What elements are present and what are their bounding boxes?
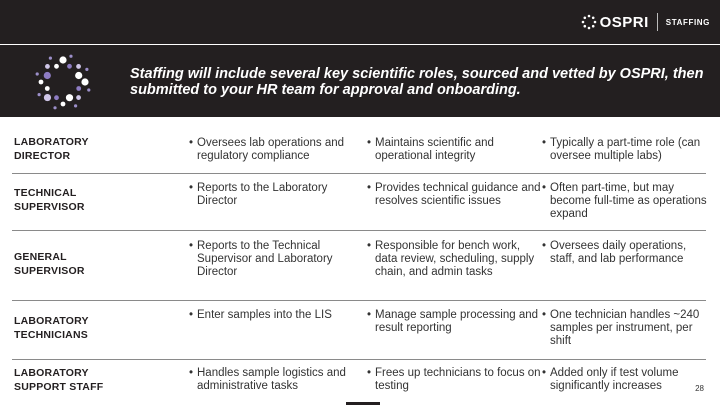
role-row bbox=[12, 174, 706, 231]
molecule-ring-icon bbox=[32, 51, 94, 113]
role-point: • Maintains scientific and operational integrity bbox=[367, 137, 494, 162]
role-point: • Often part-time, but may become full-time as operations expand bbox=[542, 182, 707, 220]
section-label: STAFFING bbox=[665, 17, 710, 27]
role-row bbox=[12, 360, 706, 404]
role-point: • Oversees lab operations and regulatory compliance bbox=[189, 137, 345, 162]
role-point: • Provides technical guidance and resolves scientific issues bbox=[367, 182, 541, 207]
role-row bbox=[12, 301, 706, 360]
role-row bbox=[12, 231, 706, 301]
role-point: • Typically a part-time role (can oversee multiple labs) bbox=[542, 137, 701, 162]
role-point: • Frees up technicians to focus on testing bbox=[367, 367, 541, 392]
brand-name: OSPRI bbox=[599, 13, 649, 31]
role-title: TECHNICAL SUPERVISOR bbox=[14, 187, 85, 213]
role-title: LABORATORY TECHNICIANS bbox=[14, 315, 89, 341]
brand-divider bbox=[657, 13, 658, 31]
role-point: • Handles sample logistics and administrative tasks bbox=[189, 367, 346, 392]
role-point: • Reports to the Technical Supervisor and Laboratory Director bbox=[189, 240, 333, 278]
role-point: • Manage sample processing and result reporting bbox=[367, 309, 539, 334]
role-point: • Oversees daily operations, staff, and lab performance bbox=[542, 240, 687, 265]
ospri-logo-icon bbox=[581, 14, 597, 30]
role-title: LABORATORY SUPPORT STAFF bbox=[14, 367, 104, 393]
role-point: • Responsible for bench work, data review, scheduling, supply chain, and admin tasks bbox=[367, 240, 535, 278]
role-title: GENERAL SUPERVISOR bbox=[14, 251, 85, 277]
roles-table bbox=[12, 125, 706, 404]
top-bar bbox=[0, 0, 720, 44]
page-number: 28 bbox=[695, 384, 704, 393]
role-title: LABORATORY DIRECTOR bbox=[14, 136, 89, 162]
intro-text: Staffing will include several key scientific roles, sourced and vetted by OSPRI, then submitted to your HR team for approval and onboarding. bbox=[130, 66, 704, 98]
intro-banner bbox=[0, 45, 720, 117]
role-row bbox=[12, 125, 706, 174]
role-point: • Reports to the Laboratory Director bbox=[189, 182, 328, 207]
role-point: • Added only if test volume significantly increases bbox=[542, 367, 679, 392]
role-point: • Enter samples into the LIS bbox=[189, 309, 332, 321]
brand-lockup bbox=[581, 12, 710, 32]
role-point: • One technician handles ~240 samples per instrument, per shift bbox=[542, 309, 700, 347]
